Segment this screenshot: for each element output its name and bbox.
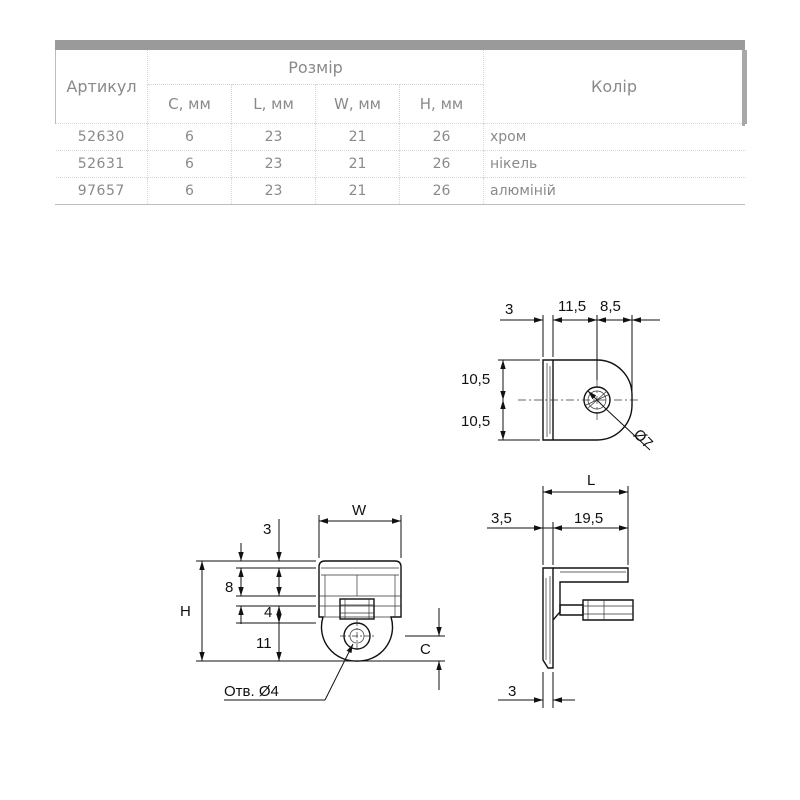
header-h: H, мм xyxy=(400,85,484,124)
dim-top-3: 3 xyxy=(505,301,514,318)
cell-article: 52630 xyxy=(56,124,148,151)
dim-top-10-5-b: 10,5 xyxy=(461,413,491,430)
header-c: C, мм xyxy=(148,85,232,124)
header-l: L, мм xyxy=(232,85,316,124)
side-view-bushing xyxy=(583,600,633,620)
dim-front-11: 11 xyxy=(256,635,272,652)
front-view-body xyxy=(319,561,401,661)
header-size: Розмір xyxy=(148,50,484,85)
cell-article: 52631 xyxy=(56,151,148,178)
side-view xyxy=(487,472,633,708)
cell-color: алюміній xyxy=(484,178,746,205)
dim-front-W: W xyxy=(352,502,367,519)
cell-article: 97657 xyxy=(56,178,148,205)
cell-color: нікель xyxy=(484,151,746,178)
dim-side-3-5: 3,5 xyxy=(491,510,512,527)
side-view-plate xyxy=(543,568,553,668)
dim-top-10-5-a: 10,5 xyxy=(461,371,491,388)
cell-w: 21 xyxy=(316,151,400,178)
top-view xyxy=(461,298,660,452)
front-view xyxy=(180,502,445,700)
header-article: Артикул xyxy=(56,50,148,124)
dim-front-H: H xyxy=(180,603,191,620)
dim-top-8-5: 8,5 xyxy=(600,298,621,315)
dim-side-L: L xyxy=(587,472,596,489)
cell-l: 23 xyxy=(232,151,316,178)
cell-c: 6 xyxy=(148,124,232,151)
side-view-arm xyxy=(553,568,628,620)
cell-color: хром xyxy=(484,124,746,151)
dim-top-d7: Ø7 xyxy=(629,425,657,453)
dim-front-C: C xyxy=(420,641,431,658)
dim-side-3: 3 xyxy=(508,683,517,700)
cell-l: 23 xyxy=(232,124,316,151)
cell-h: 26 xyxy=(400,151,484,178)
cell-w: 21 xyxy=(316,178,400,205)
dim-front-3: 3 xyxy=(263,521,272,538)
dim-front-4: 4 xyxy=(264,604,273,621)
dim-top-11-5: 11,5 xyxy=(558,298,587,315)
header-w: W, мм xyxy=(316,85,400,124)
cell-c: 6 xyxy=(148,151,232,178)
header-color: Колір xyxy=(484,50,746,124)
cell-l: 23 xyxy=(232,178,316,205)
cell-h: 26 xyxy=(400,124,484,151)
dim-front-8: 8 xyxy=(225,579,234,596)
cell-w: 21 xyxy=(316,124,400,151)
cell-c: 6 xyxy=(148,178,232,205)
cell-h: 26 xyxy=(400,178,484,205)
dim-side-19-5: 19,5 xyxy=(574,510,604,527)
hole-label: Отв. Ø4 xyxy=(224,683,279,700)
